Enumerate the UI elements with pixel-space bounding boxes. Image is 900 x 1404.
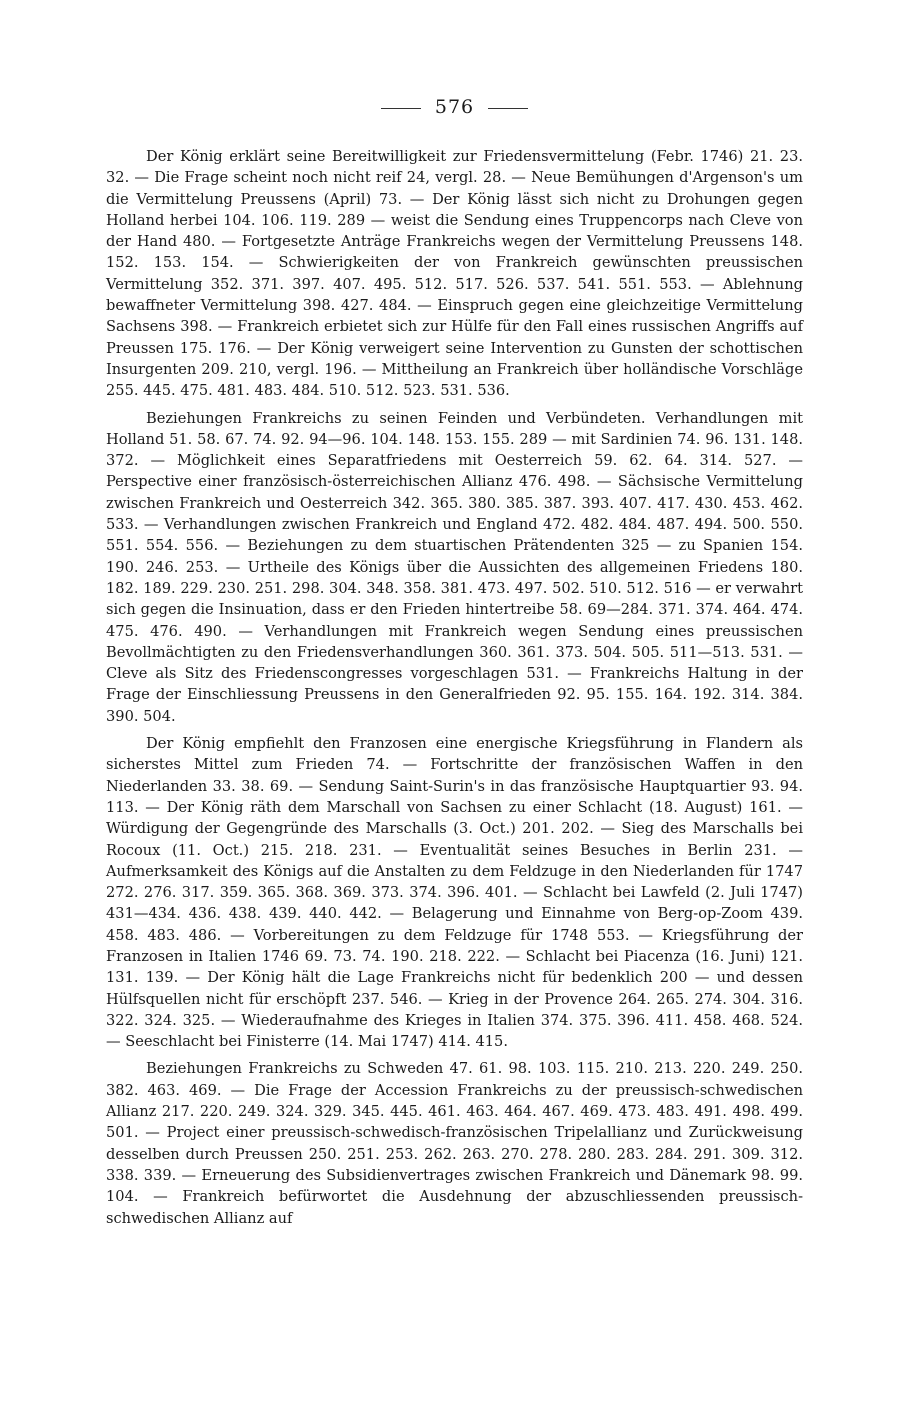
index-paragraph: Der König erklärt seine Bereitwilligkeit zur Friedensvermittelung (Febr. 1746) 21. 23. 32. — Die Frage scheint noch nicht reif 24, vergl. 28. — Neue Bemühungen d'Argenson's um die Vermittelung Preussens (April) 73. — Der König lässt sich nicht zu Drohungen gegen Holland herbei 104. 106. 119. 289 — weist die Sendung eines Truppencorps nach Cleve von der Hand 480. — Fortgesetzte Anträge Frankreichs wegen der Vermittelung Preussens 148. 152. 153. 154. — Schwierigkeiten der von Frankreich gewünschten preussischen Vermittelung 352. 371. 397. 407. 495. 512. 517. 526. 537. 541. 551. 553. — Ablehnung bewaffneter Vermittelung 398. 427. 484. — Einspruch gegen eine gleichzeitige Vermittelung Sachsens 398. — Frankreich erbietet sich zur Hülfe für den Fall eines russischen Angriffs auf Preussen 175. 176. — Der König verweigert seine Intervention zu Gunsten der schottischen Insurgenten 209. 210, vergl. 196. — Mittheilung an Frankreich über holländische Vorschläge 255. 445. 475. 481. 483. 484. 510. 512. 523. 531. 536.	[106, 148, 803, 400]
document-page	[106, 96, 803, 1235]
index-paragraph: Der König empfiehlt den Franzosen eine energische Kriegsführung in Flandern als sicherstes Mittel zum Frieden 74. — Fortschritte der französischen Waffen in den Niederlanden 33. 38. 69. — Sendung Saint-Surin's in das französische Hauptquartier 93. 94. 113. — Der König räth dem Marschall von Sachsen zu einer Schlacht (18. August) 161. — Würdigung der Gegengründe des Marschalls (3. Oct.) 201. 202. — Sieg des Marschalls bei Rocoux (11. Oct.) 215. 218. 231. — Eventualität seines Besuches in Berlin 231. — Aufmerksamkeit des Königs auf die Anstalten zu dem Feldzuge in den Niederlanden für 1747 272. 276. 317. 359. 365. 368. 369. 373. 374. 396. 401. — Schlacht bei Lawfeld (2. Juli 1747) 431—434. 436. 438. 439. 440. 442. — Belagerung und Einnahme von Berg-op-Zoom 439. 458. 483. 486. — Vorbereitungen zu dem Feldzuge für 1748 553. — Kriegsführung der Franzosen in Italien 1746 69. 73. 74. 190. 218. 222. — Schlacht bei Piacenza (16. Juni) 121. 131. 139. — Der König hält die Lage Frankreichs nicht für bedenklich 200 — und dessen Hülfsquellen nicht für erschöpft 237. 546. — Krieg in der Provence 264. 265. 274. 304. 316. 322. 324. 325. — Wiederaufnahme des Krieges in Italien 374. 375. 396. 411. 458. 468. 524. — Seeschlacht bei Finisterre (14. Mai 1747) 414. 415.	[106, 735, 803, 1051]
right-rule	[488, 108, 528, 109]
page-number-text: 576	[434, 96, 475, 118]
left-rule	[381, 108, 421, 109]
index-paragraph: Beziehungen Frankreichs zu seinen Feinden und Verbündeten. Verhandlungen mit Holland 51. 58. 67. 74. 92. 94—96. 104. 148. 153. 155. 289 — mit Sardinien 74. 96. 131. 148. 372. — Möglichkeit eines Separatfriedens mit Oesterreich 59. 62. 64. 314. 527. — Perspective einer französisch-österreichischen Allianz 476. 498. — Sächsische Vermittelung zwischen Frankreich und Oesterreich 342. 365. 380. 385. 387. 393. 407. 417. 430. 453. 462. 533. — Verhandlungen zwischen Frankreich und England 472. 482. 484. 487. 494. 500. 550. 551. 554. 556. — Beziehungen zu dem stuartischen Prätendenten 325 — zu Spanien 154. 190. 246. 253. — Urtheile des Königs über die Aussichten des allgemeinen Friedens 180. 182. 189. 229. 230. 251. 298. 304. 348. 358. 381. 473. 497. 502. 510. 512. 516 — er verwahrt sich gegen die Insinuation, dass er den Frieden hintertreibe 58. 69—284. 371. 374. 464. 474. 475. 476. 490. — Verhandlungen mit Frankreich wegen Sendung eines preussischen Bevollmächtigten zu den Friedensverhandlungen 360. 361. 373. 504. 505. 511—513. 531. — Cleve als Sitz des Friedenscongresses vorgeschlagen 531. — Frankreichs Haltung in der Frage der Einschliessung Preussens in den Generalfrieden 92. 95. 155. 164. 192. 314. 384. 390. 504.	[106, 409, 803, 725]
page-number	[106, 96, 803, 118]
index-paragraph: Beziehungen Frankreichs zu Schweden 47. 61. 98. 103. 115. 210. 213. 220. 249. 250. 382. 463. 469. — Die Frage der Accession Frankreichs zu der preussisch-schwedischen Allianz 217. 220. 249. 324. 329. 345. 445. 461. 463. 464. 467. 469. 473. 483. 491. 498. 499. 501. — Project einer preussisch-schwedisch-französischen Tripelallianz und Zurückweisung desselben durch Preussen 250. 251. 253. 262. 263. 270. 278. 280. 283. 284. 291. 309. 312. 338. 339. — Erneuerung des Subsidienvertrages zwischen Frankreich und Dänemark 98. 99. 104. — Frankreich befürwortet die Ausdehnung der abzuschliessenden preussisch-schwedischen Allianz auf	[106, 1060, 803, 1227]
